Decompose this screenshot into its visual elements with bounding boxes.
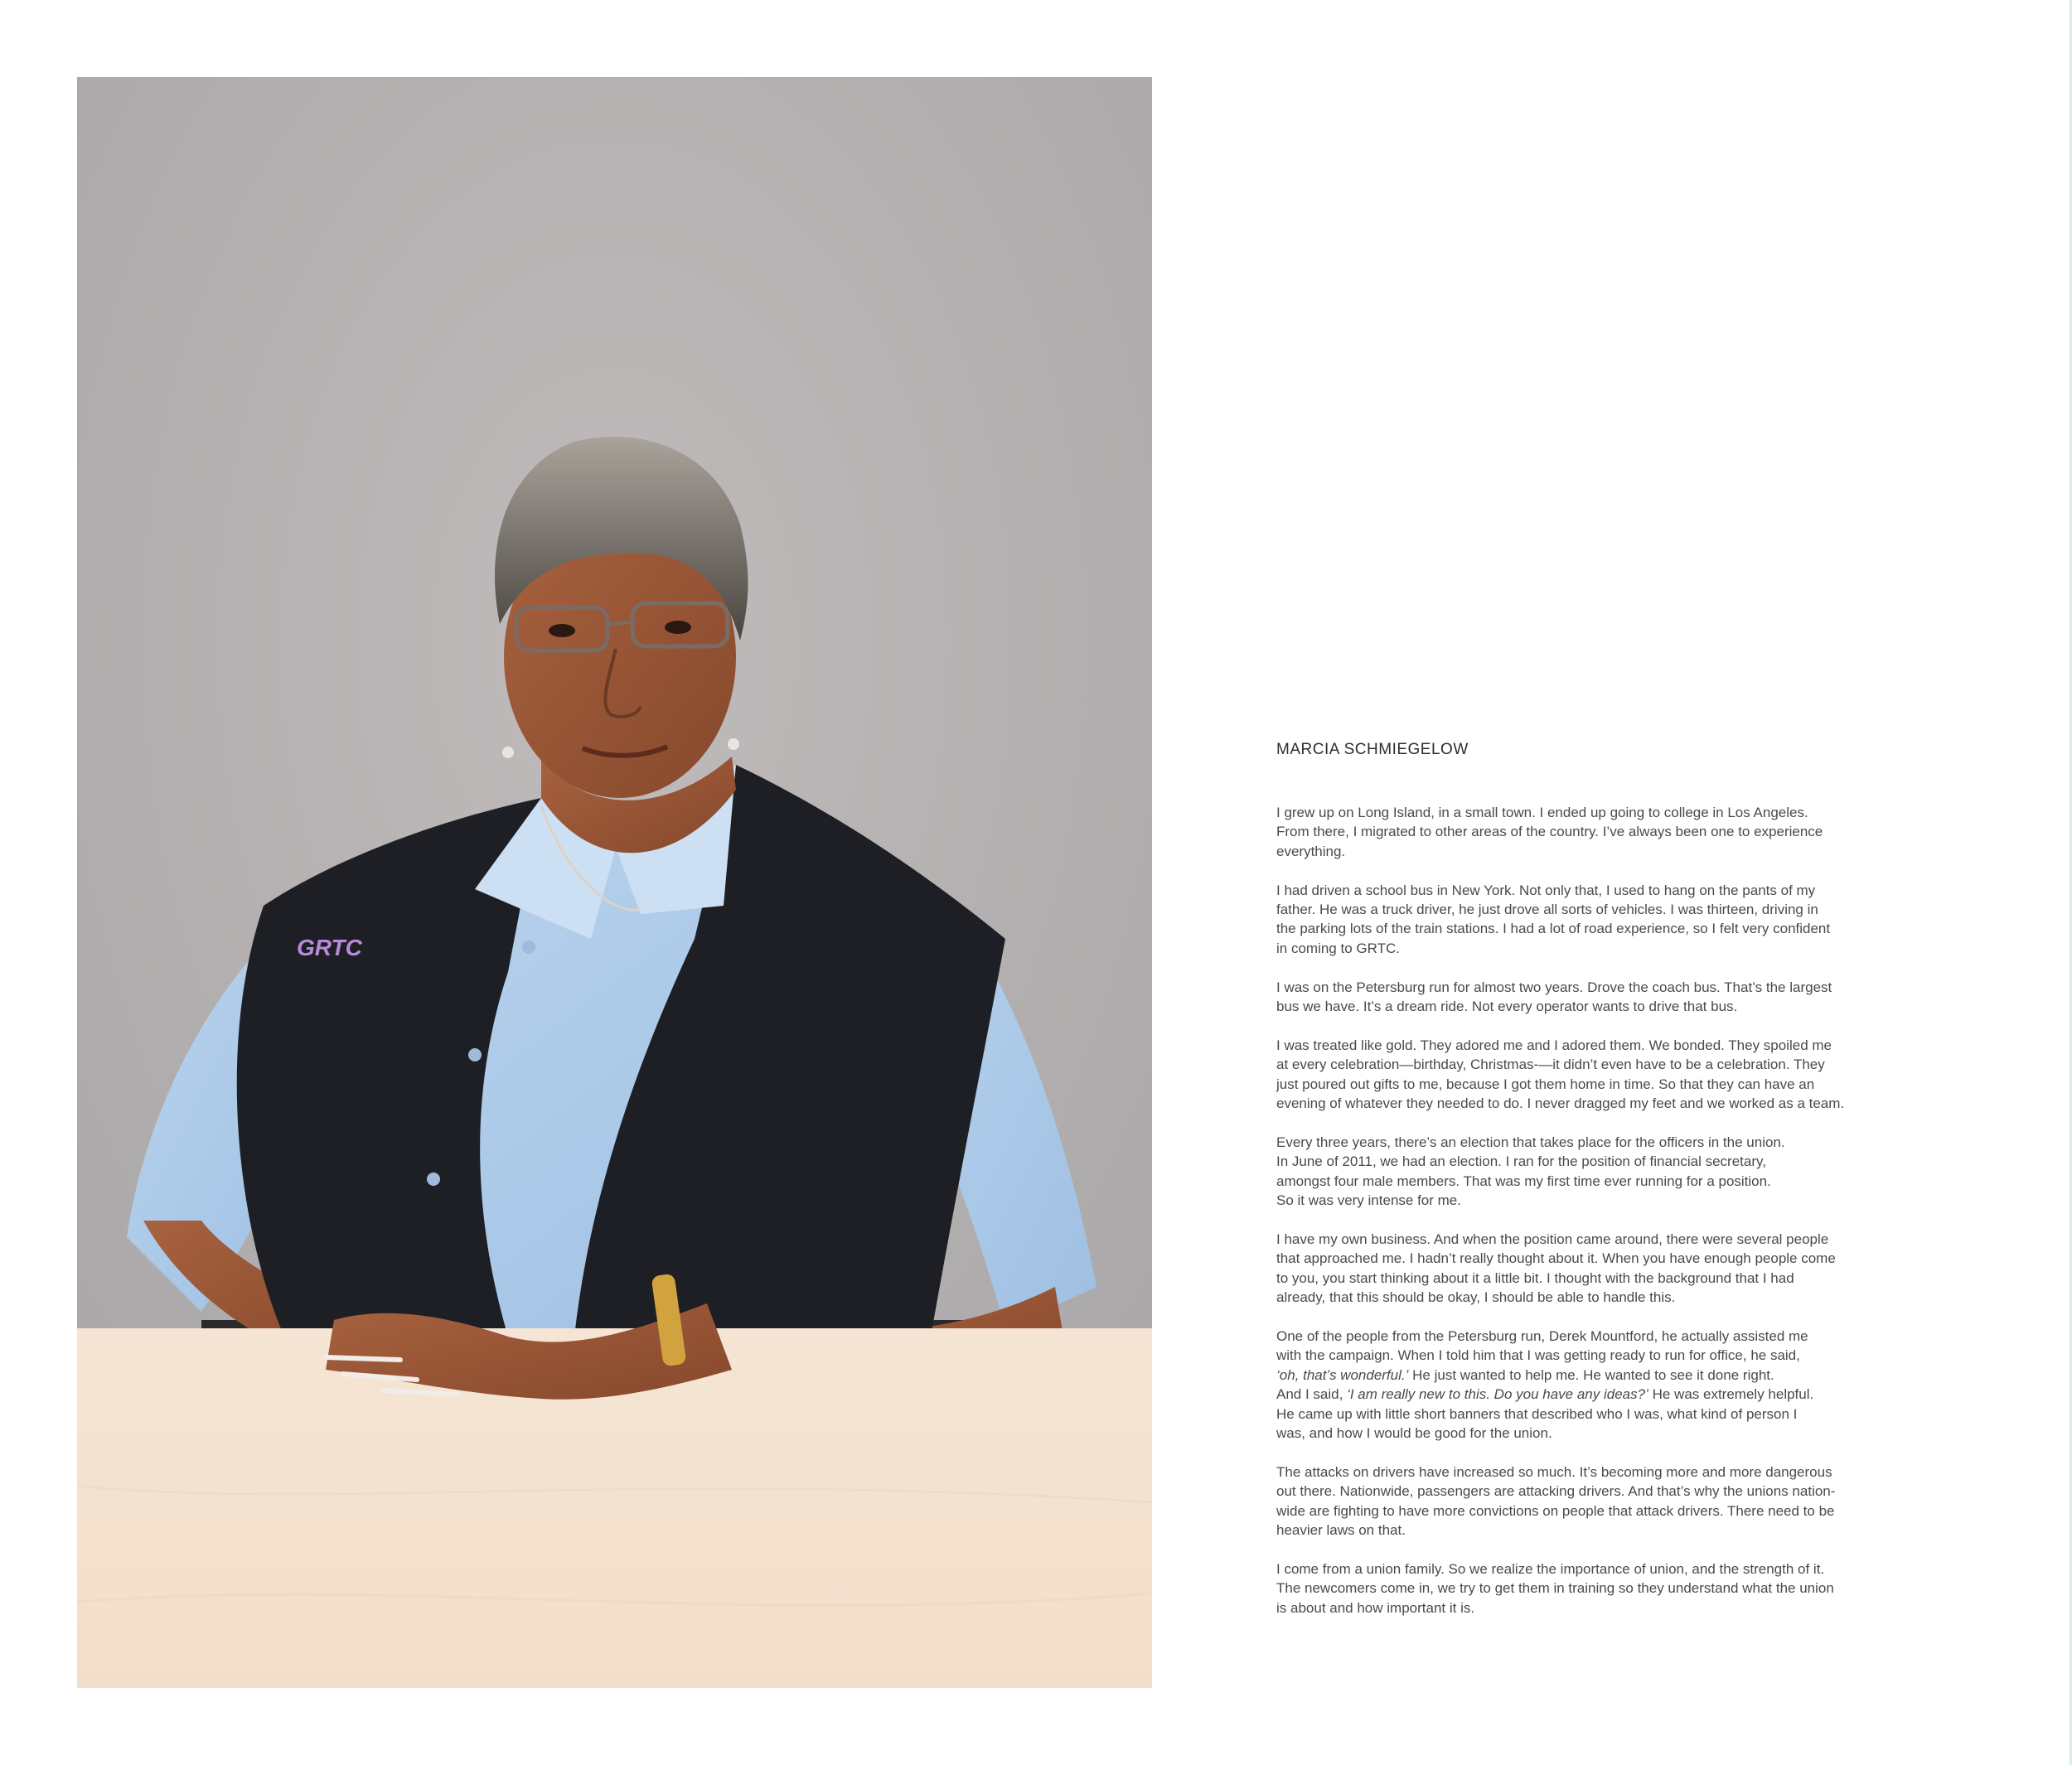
earring-left [502, 747, 514, 758]
quote-text: ‘I am really new to this. Do you have any ideas?’ [1347, 1386, 1648, 1403]
text-line: heavier laws on that. [1276, 1521, 1406, 1538]
text-line: I come from a union family. So we realize the importance of union, and the strength of it. [1276, 1560, 1825, 1577]
paragraph [1276, 1230, 1939, 1308]
text-line: evening of whatever they needed to do. I never dragged my feet and we worked as a team. [1276, 1095, 1845, 1112]
text-line: father. He was a truck driver, he just drove all sorts of vehicles. I was thirteen, driving in [1276, 902, 1818, 918]
text-fragment: He just wanted to help me. He wanted to see it done right. [1408, 1366, 1774, 1383]
text-fragment: And I said, [1276, 1386, 1348, 1403]
text-line: was, and how I would be good for the union. [1276, 1424, 1552, 1441]
text-line: From there, I migrated to other areas of the country. I’ve always been one to experience [1276, 824, 1823, 840]
paragraph [1276, 1036, 1939, 1114]
text-line: already, that this should be okay, I should be able to handle this. [1276, 1289, 1676, 1306]
text-line [1276, 1385, 1939, 1404]
text-line: I grew up on Long Island, in a small town. I ended up going to college in Los Angeles. [1276, 805, 1808, 820]
text-line: I have my own business. And when the position came around, there were several people [1276, 1231, 1829, 1247]
text-line: I was on the Petersburg run for almost two years. Drove the coach bus. That’s the largest [1276, 979, 1832, 995]
text-line: bus we have. It’s a dream ride. Not every operator wants to drive that bus. [1276, 999, 1738, 1015]
left-eye [549, 624, 575, 637]
portrait-photo [77, 77, 1152, 1688]
shirt-button [522, 941, 535, 954]
text-line: In June of 2011, we had an election. I ran for the position of financial secretary, [1276, 1153, 1766, 1170]
shirt-button [427, 1173, 440, 1186]
text-line [1276, 1366, 1939, 1385]
paragraph [1276, 978, 1939, 1017]
text-line: out there. Nationwide, passengers are attacking drivers. And that’s why the unions nation- [1276, 1483, 1836, 1500]
text-line: He came up with little short banners that described who I was, what kind of person I [1276, 1405, 1798, 1422]
text-line: One of the people from the Petersburg run, Derek Mountford, he actually assisted me [1276, 1327, 1808, 1344]
right-eye [665, 621, 691, 634]
text-line: everything. [1276, 843, 1346, 859]
text-line: wide are fighting to have more convictions on people that attack drivers. There need to be [1276, 1502, 1835, 1519]
text-line: The newcomers come in, we try to get them in training so they understand what the union [1276, 1580, 1834, 1597]
text-line: I had driven a school bus in New York. Not only that, I used to hang on the pants of my [1276, 882, 1816, 898]
text-line: with the campaign. When I told him that I was getting ready to run for office, he said, [1276, 1347, 1800, 1364]
text-line: the parking lots of the train stations. I had a lot of road experience, so I felt very confident [1276, 921, 1831, 937]
paragraph [1276, 1133, 1939, 1211]
paragraph [1276, 803, 1939, 861]
interview-text [1276, 737, 1939, 1637]
text-line: at every celebration—birthday, Christmas-—it didn’t even have to be a celebration. They [1276, 1057, 1825, 1073]
earring-right [728, 738, 739, 750]
text-line: The attacks on drivers have increased so much. It’s becoming more and more dangerous [1276, 1463, 1832, 1480]
text-line: just poured out gifts to me, because I got them home in time. So that they can have an [1276, 1076, 1815, 1092]
paragraph [1276, 881, 1939, 959]
text-line: to you, you start thinking about it a little bit. I thought with the background that I had [1276, 1269, 1794, 1286]
text-line: is about and how important it is. [1276, 1599, 1475, 1616]
text-line: So it was very intense for me. [1276, 1192, 1461, 1209]
portrait-illustration [77, 77, 1152, 1688]
glasses-bridge [608, 622, 632, 624]
text-fragment: He was extremely helpful. [1648, 1386, 1814, 1403]
quote-text: ‘oh, that’s wonderful.’ [1276, 1366, 1409, 1383]
paragraph [1276, 1327, 1939, 1443]
subject-name: MARCIA SCHMIEGELOW [1276, 741, 1469, 758]
paragraph [1276, 1559, 1939, 1618]
shirt-button [468, 1048, 482, 1061]
paragraph [1276, 1463, 1939, 1540]
text-line: amongst four male members. That was my first time ever running for a position. [1276, 1173, 1771, 1189]
text-line: in coming to GRTC. [1276, 940, 1400, 956]
text-line: Every three years, there’s an election that takes place for the officers in the union. [1276, 1134, 1785, 1150]
vest-logo: GRTC [297, 935, 362, 960]
text-line: I was treated like gold. They adored me and I adored them. We bonded. They spoiled me [1276, 1037, 1832, 1053]
text-line: that approached me. I hadn’t really thought about it. When you have enough people come [1276, 1250, 1836, 1267]
